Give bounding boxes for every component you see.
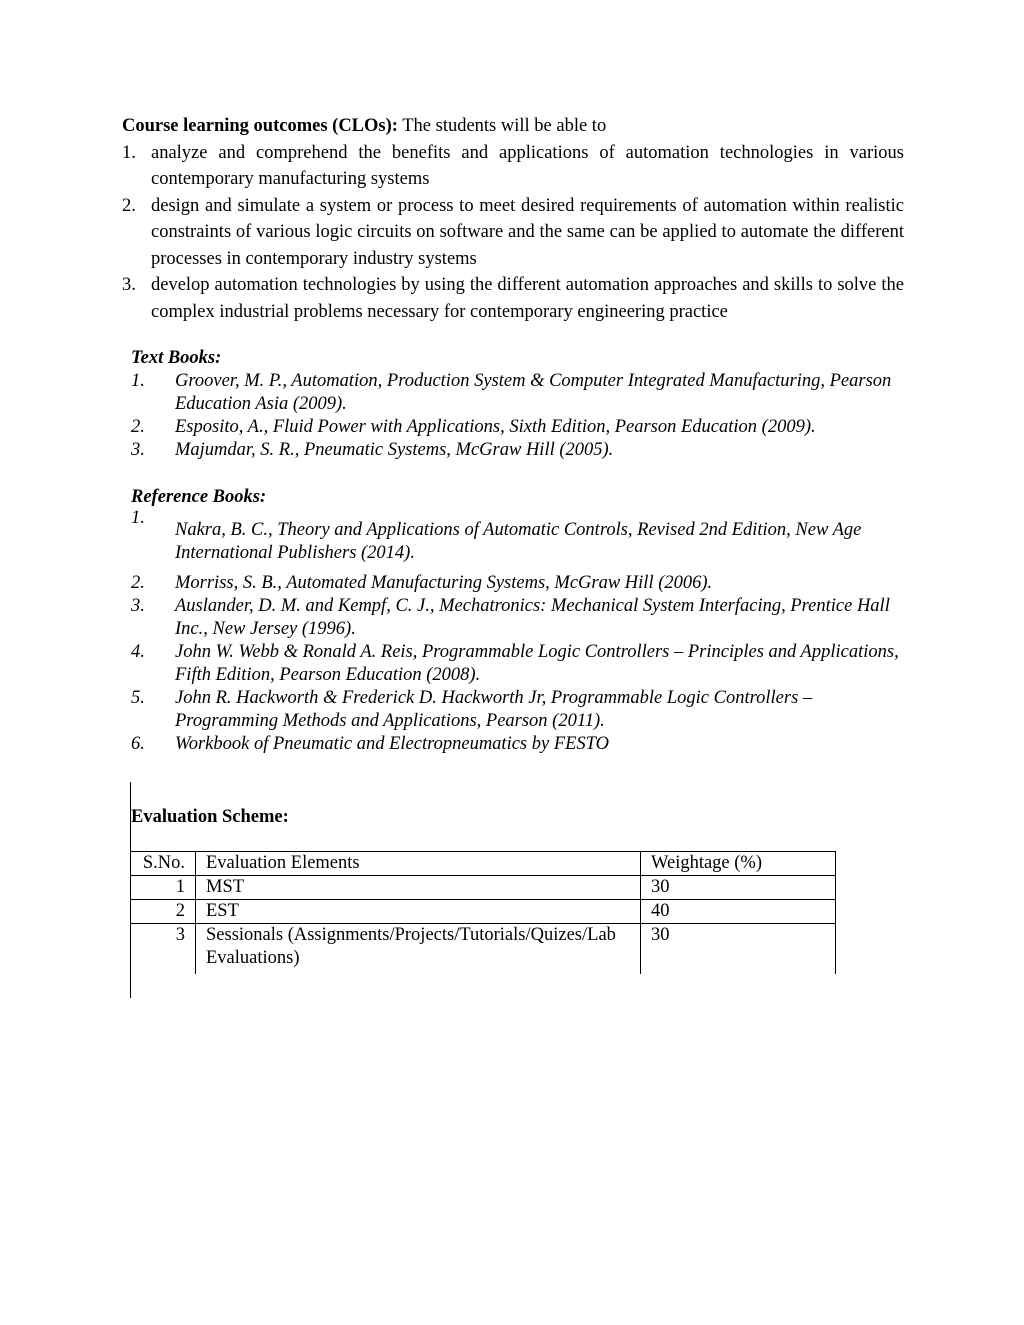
cell-weightage: 30 xyxy=(641,876,836,900)
reference-books-section xyxy=(131,486,901,756)
book-number: 5. xyxy=(131,688,145,708)
clo-item-text: analyze and comprehend the benefits and applications of automation technologies in various contemporary manufacturing systems xyxy=(151,142,904,189)
cell-weightage: 30 xyxy=(641,924,836,975)
clo-item xyxy=(122,272,904,325)
clo-list xyxy=(122,140,904,326)
reference-book-item xyxy=(131,687,901,733)
book-number: 1. xyxy=(131,508,145,528)
reference-book-item xyxy=(131,509,901,565)
book-number: 2. xyxy=(131,573,145,593)
reference-book-item xyxy=(131,733,901,756)
table-header-row xyxy=(131,852,836,876)
book-number: 3. xyxy=(131,440,145,460)
column-header-weightage: Weightage (%) xyxy=(641,852,836,876)
text-book-item xyxy=(131,439,901,462)
column-header-sno: S.No. xyxy=(131,852,196,876)
clo-heading xyxy=(122,113,904,140)
book-number: 2. xyxy=(131,417,145,437)
book-citation: John W. Webb & Ronald A. Reis, Programmable Logic Controllers – Principles and Applications, Fifth Edition, Pearson Education (2008). xyxy=(175,642,899,685)
reference-book-item xyxy=(131,641,901,687)
book-citation: Groover, M. P., Automation, Production System & Computer Integrated Manufacturing, Pearson Education Asia (2009). xyxy=(175,371,892,414)
clo-item xyxy=(122,140,904,193)
text-book-item xyxy=(131,370,901,416)
table-row xyxy=(131,924,836,975)
text-books-section xyxy=(131,347,901,462)
reference-book-item xyxy=(131,572,901,595)
clo-item-text: develop automation technologies by using the different automation approaches and skills to solve the complex industrial problems necessary for contemporary engineering practice xyxy=(151,275,904,322)
text-books-heading: Text Books: xyxy=(131,348,222,368)
clo-item-number: 1. xyxy=(122,142,136,163)
cell-sno: 3 xyxy=(131,924,196,975)
text-book-item xyxy=(131,416,901,439)
cell-element: EST xyxy=(196,900,641,924)
evaluation-heading: Evaluation Scheme: xyxy=(131,807,289,827)
cell-sno: 1 xyxy=(131,876,196,900)
book-citation: John R. Hackworth & Frederick D. Hackworth Jr, Programmable Logic Controllers – Programming Methods and Applications, Pearson (2011). xyxy=(175,688,813,731)
table-row xyxy=(131,900,836,924)
book-number: 6. xyxy=(131,734,145,754)
reference-books-heading: Reference Books: xyxy=(131,487,267,507)
clo-item xyxy=(122,193,904,273)
cell-sno: 2 xyxy=(131,900,196,924)
book-number: 1. xyxy=(131,371,145,391)
cell-element: MST xyxy=(196,876,641,900)
clo-heading-bold: Course learning outcomes (CLOs): xyxy=(122,116,398,136)
evaluation-table xyxy=(130,851,836,974)
book-citation: Esposito, A., Fluid Power with Applications, Sixth Edition, Pearson Education (2009). xyxy=(175,417,816,437)
cell-element: Sessionals (Assignments/Projects/Tutorials/Quizes/Lab Evaluations) xyxy=(196,924,641,975)
cell-weightage: 40 xyxy=(641,900,836,924)
clo-heading-rest: The students will be able to xyxy=(397,116,607,136)
book-citation: Auslander, D. M. and Kempf, C. J., Mechatronics: Mechanical System Interfacing, Prentice Hall Inc., New Jersey (1996). xyxy=(175,596,890,639)
clo-section xyxy=(122,113,904,325)
book-citation: Morriss, S. B., Automated Manufacturing Systems, McGraw Hill (2006). xyxy=(175,573,713,593)
table-row xyxy=(131,876,836,900)
book-number: 4. xyxy=(131,642,145,662)
reference-book-item xyxy=(131,595,901,641)
book-citation: Workbook of Pneumatic and Electropneumatics by FESTO xyxy=(175,734,609,754)
clo-item-text: design and simulate a system or process to meet desired requirements of automation within realistic constraints of various logic circuits on software and the same can be applied to automate the different processes in contemporary industry systems xyxy=(151,195,904,269)
book-citation: Majumdar, S. R., Pneumatic Systems, McGraw Hill (2005). xyxy=(175,440,614,460)
clo-item-number: 2. xyxy=(122,195,136,216)
clo-item-number: 3. xyxy=(122,275,136,295)
book-number: 3. xyxy=(131,596,145,616)
book-citation: Nakra, B. C., Theory and Applications of Automatic Controls, Revised 2nd Edition, New Age International Publishers (2014). xyxy=(175,520,862,563)
column-header-elements: Evaluation Elements xyxy=(196,852,641,876)
